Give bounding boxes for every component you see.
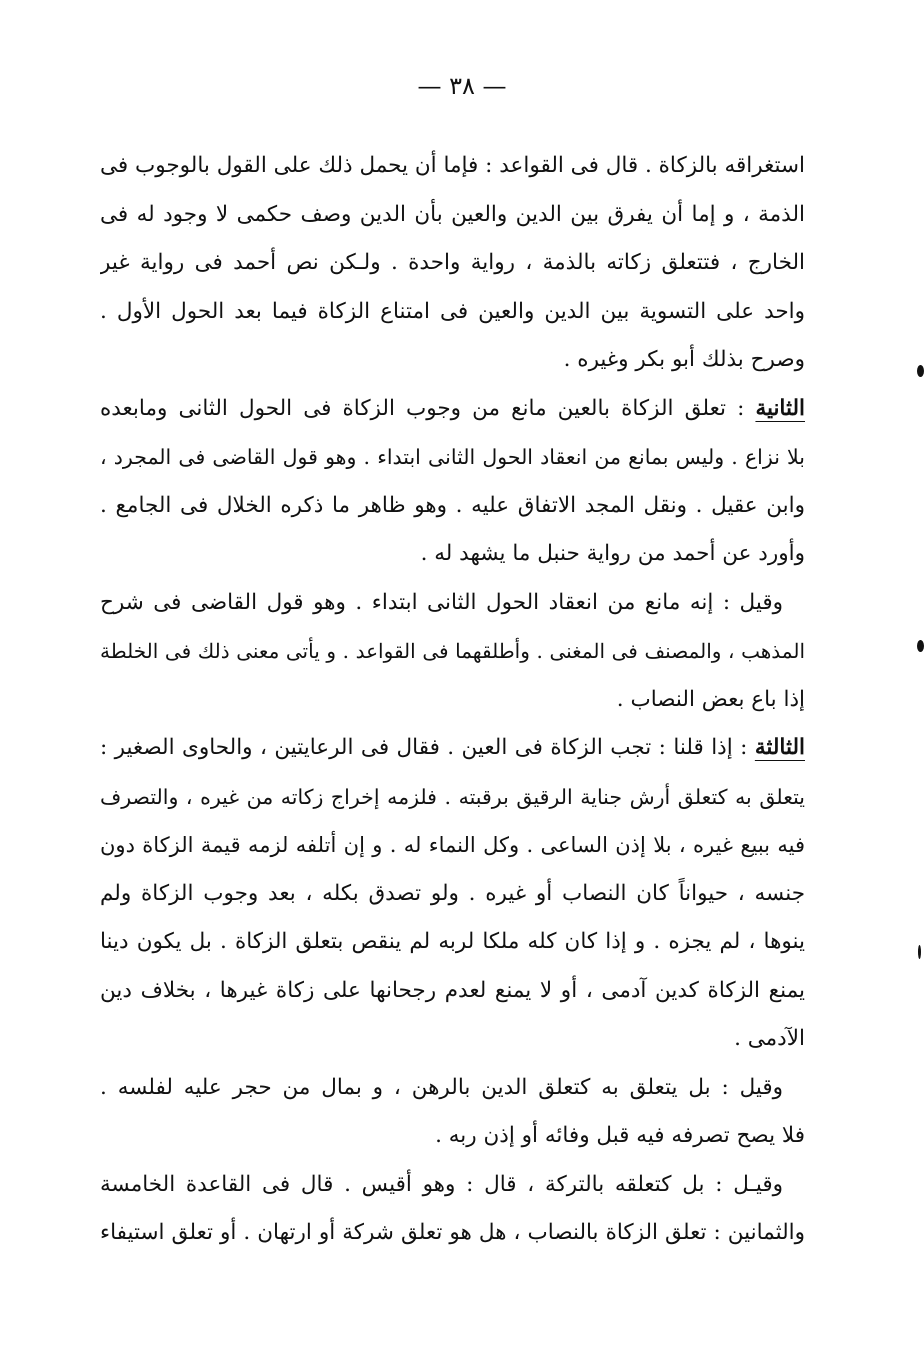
text-line — [100, 967, 805, 1016]
text-line — [100, 239, 805, 288]
margin-mark — [917, 640, 924, 652]
text-line — [100, 870, 805, 919]
text-line — [100, 773, 805, 822]
line-text: فلا يصح تصرفه فيه قبل وفائه أو إذن ربه . — [435, 1123, 805, 1148]
text-line — [100, 1064, 805, 1113]
body-text — [100, 142, 805, 1258]
text-line — [100, 482, 805, 531]
line-text: يتعلق به كتعلق أرش جناية الرقيق برقبته . فلزمه إخراج زكاته من غيره ، والتصرف — [100, 784, 805, 809]
text-line — [100, 142, 805, 191]
text-line — [100, 579, 805, 628]
line-text: المذهب ، والمصنف فى المغنى . وأطلقهما فى القواعد . و يأتى معنى ذلك فى الخلطة — [100, 639, 805, 663]
line-text: استغراقه بالزكاة . قال فى القواعد : فإما أن يحمل ذلك على القول بالوجوب فى — [100, 153, 805, 178]
text-line — [100, 1161, 805, 1210]
line-text: الآدمى . — [734, 1026, 805, 1051]
section-marker: الثالثة — [754, 735, 805, 760]
line-text: ينوها ، لم يجزه . و إذا كان كله ملكا لربه لم ينقص بتعلق الزكاة . بل يكون دينا — [100, 929, 805, 954]
line-text: وابن عقيل . ونقل المجد الاتفاق عليه . وهو ظاهر ما ذكره الخلال فى الجامع . — [100, 492, 805, 518]
text-line — [100, 676, 805, 725]
line-text: وأورد عن أحمد من رواية حنبل ما يشهد له . — [420, 541, 805, 566]
text-line — [100, 191, 805, 240]
text-line — [100, 433, 805, 482]
text-line — [100, 1015, 805, 1064]
line-text: : تعلق الزكاة بالعين مانع من وجوب الزكاة فى الحول الثانى ومابعده — [100, 395, 756, 421]
line-text: فيه ببيع غيره ، بلا إذن الساعى . وكل النماء له . و إن أتلفه لزمه قيمة الزكاة دون — [100, 833, 805, 857]
line-text: الذمة ، و إما أن يفرق بين الدين والعين بأن الدين وصف حكمى لا وجود له فى — [100, 201, 805, 227]
line-text: وقيل : بل يتعلق به كتعلق الدين بالرهن ، و بمال من حجر عليه لفلسه . — [100, 1074, 783, 1100]
line-text: بلا نزاع . وليس بمانع من انعقاد الحول الثانى ابتداء . وهو قول القاضى فى المجرد ، — [100, 445, 805, 469]
margin-mark — [917, 365, 924, 377]
text-line — [100, 1209, 805, 1258]
text-line — [100, 1112, 805, 1161]
text-line — [100, 288, 805, 337]
text-line — [100, 918, 805, 967]
page-number: — ٣٨ — — [417, 72, 507, 100]
line-text: جنسه ، حيواناً كان النصاب أو غيره . ولو تصدق بكله ، بعد وجوب الزكاة ولم — [100, 880, 805, 906]
line-text: : إذا قلنا : تجب الزكاة فى العين . فقال فى الرعايتين ، والحاوى الصغير : — [100, 735, 755, 760]
text-line — [100, 724, 805, 773]
text-line — [100, 627, 805, 676]
line-text: الخارج ، فتتعلق زكاته بالذمة ، رواية واحدة . ولـكن نص أحمد فى رواية غير — [100, 250, 805, 275]
line-text: وقيـل : بل كتعلقه بالتركة ، قال : وهو أقيس . قال فى القاعدة الخامسة — [100, 1171, 783, 1197]
section-marker: الثانية — [755, 395, 805, 421]
line-text: والثمانين : تعلق الزكاة بالنصاب ، هل هو تعلق شركة أو ارتهان . أو تعلق استيفاء — [100, 1220, 805, 1245]
line-text: وصرح بذلك أبو بكر وغيره . — [563, 347, 805, 372]
line-text: وقيل : إنه مانع من انعقاد الحول الثانى ابتداء . وهو قول القاضى فى شرح — [100, 589, 783, 615]
text-line — [100, 530, 805, 579]
text-line — [100, 385, 805, 434]
line-text: إذا باع بعض النصاب . — [616, 686, 805, 712]
margin-mark — [918, 945, 921, 959]
text-line — [100, 336, 805, 385]
text-line — [100, 821, 805, 870]
line-text: واحد على التسوية بين الدين والعين فى امتناع الزكاة فيما بعد الحول الأول . — [100, 298, 805, 324]
line-text: يمنع الزكاة كدين آدمى ، أو لا يمنع لعدم رجحانها على زكاة غيرها ، بخلاف دين — [100, 977, 805, 1003]
